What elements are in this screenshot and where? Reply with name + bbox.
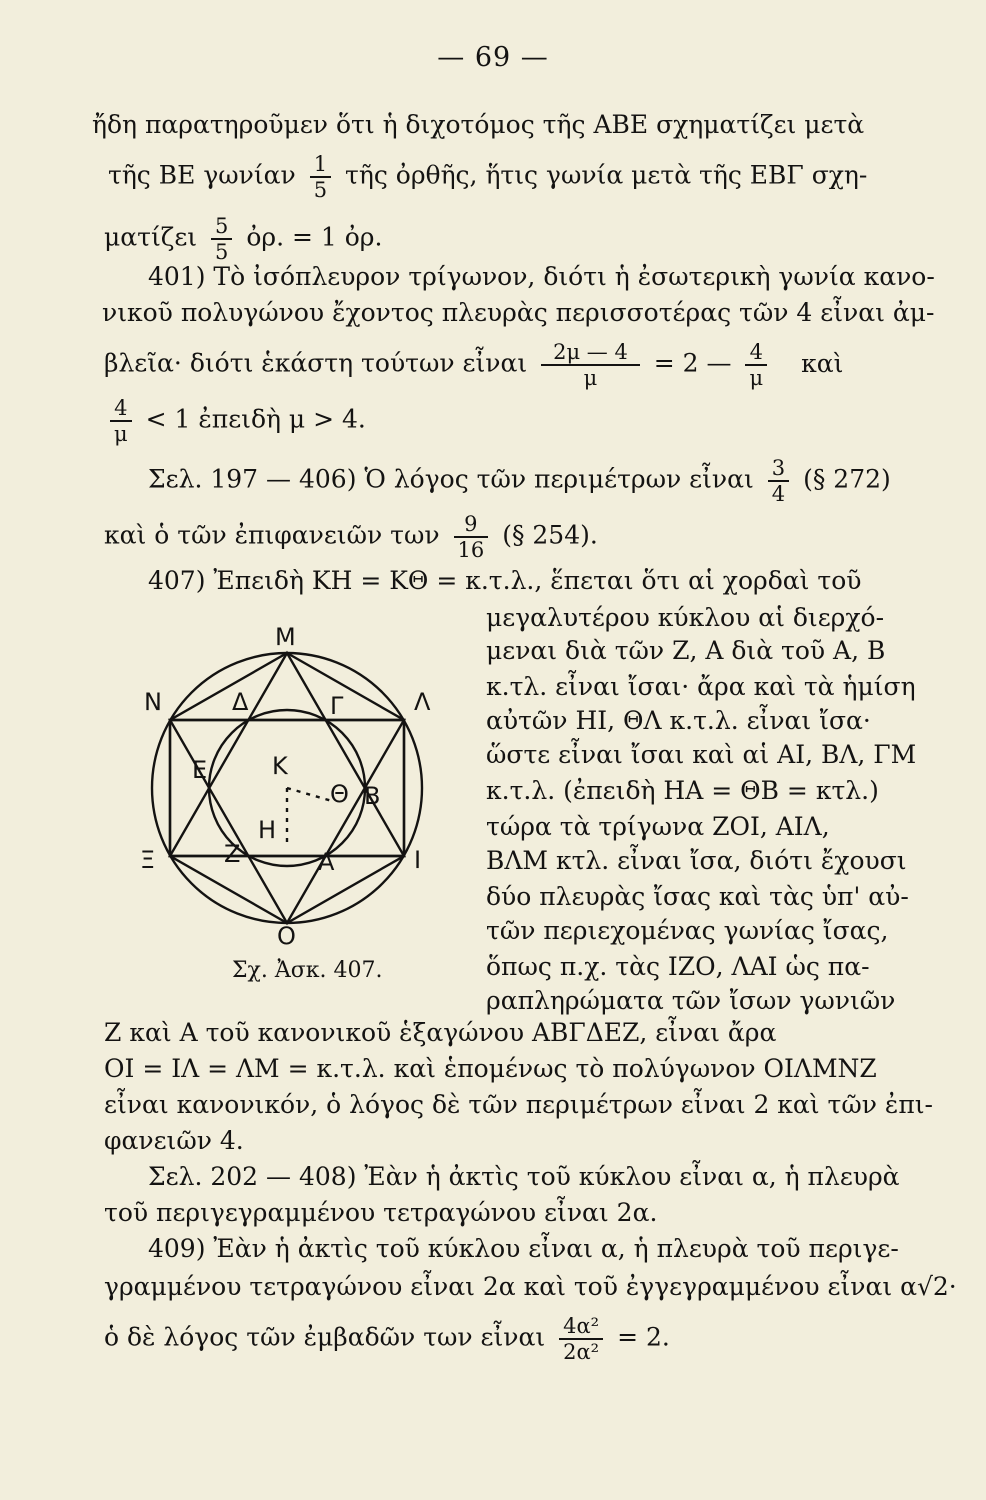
text-line: τῶν περιεχομένας γωνίας ἴσας, xyxy=(486,916,889,945)
label-E: Ε xyxy=(192,756,208,784)
fraction: $\frac{2\mu — 4}{\mu}$ xyxy=(541,340,640,390)
text-line: μεναι διὰ τῶν Ζ, Α διὰ τοῦ Α, Β xyxy=(486,636,886,665)
fraction: $\frac{4}{\mu}$ xyxy=(110,396,132,446)
label-Delta: Δ xyxy=(232,688,249,716)
text-line: 407) Ἐπειδὴ ΚΗ = ΚΘ = κ.τ.λ., ἕπεται ὅτι αἱ χορδαὶ τοῦ xyxy=(148,566,862,595)
text-line: Σελ. 202 — 408) Ἐὰν ἡ ἀκτὶς τοῦ κύκλου εἶναι α, ἡ πλευρὰ xyxy=(148,1162,900,1191)
text-line: νικοῦ πολυγώνου ἔχοντος πλευρὰς περισσοτέρας τῶν 4 εἶναι ἀμ- xyxy=(102,298,935,327)
label-M: Μ xyxy=(275,623,296,651)
label-Theta: Θ xyxy=(330,780,349,808)
text-line: φανειῶν 4. xyxy=(104,1126,244,1155)
text-line: ραπληρώματα τῶν ἴσων γωνιῶν xyxy=(486,986,896,1015)
text-line: Σελ. 197 — 406) Ὁ λόγος τῶν περιμέτρων εἶναι $\frac{3}{4}$ (§ 272) xyxy=(148,456,891,506)
text-line: δύο πλευρὰς ἴσας καὶ τὰς ὑπ' αὐ- xyxy=(486,882,909,911)
text-line: ματίζει $\frac{5}{5}$ ὀρ. = 1 ὀρ. xyxy=(104,214,383,264)
label-H: Η xyxy=(258,816,277,844)
fraction: $\frac{5}{5}$ xyxy=(211,214,232,264)
geometry-figure xyxy=(122,618,452,948)
text-line: ΒΛΜ κτλ. εἶναι ἴσα, διότι ἔχουσι xyxy=(486,846,907,875)
text-line: τῆς ΒΕ γωνίαν $\frac{1}{5}$ τῆς ὀρθῆς, ἥτις γωνία μετὰ τῆς ΕΒΓ σχη- xyxy=(108,152,868,202)
text-line: ὅπως π.χ. τὰς ΙΖΟ, ΛΑΙ ὡς πα- xyxy=(486,952,870,981)
text-line: αὐτῶν ΗΙ, ΘΛ κ.τ.λ. εἶναι ἴσα· xyxy=(486,706,871,735)
label-B: Β xyxy=(364,782,381,810)
text-line: τώρα τὰ τρίγωνα ΖΟΙ, ΑΙΛ, xyxy=(486,812,830,841)
text-line: Ζ καὶ Α τοῦ κανονικοῦ ἑξαγώνου ΑΒΓΔΕΖ, εἶναι ἄρα xyxy=(104,1018,777,1047)
label-I: Ι xyxy=(414,846,422,874)
text-line: ὥστε εἶναι ἴσαι καὶ αἱ ΑΙ, ΒΛ, ΓΜ xyxy=(486,740,917,769)
label-L: Λ xyxy=(414,688,431,716)
text-line: καὶ ὁ τῶν ἐπιφανειῶν των $\frac{9}{16}$ (§ 254). xyxy=(104,512,598,562)
text-line: βλεῖα· διότι ἑκάστη τούτων εἶναι $\frac{2\mu — 4}{\mu}$ = 2 — $\frac{4}{\mu}$ καὶ xyxy=(104,340,844,390)
text-line: τοῦ περιγεγραμμένου τετραγώνου εἶναι 2α. xyxy=(104,1198,658,1227)
fraction: $\frac{4}{\mu}$ xyxy=(745,340,767,390)
text-line: μεγαλυτέρου κύκλου αἱ διερχό- xyxy=(486,603,885,632)
text-line: κ.τλ. εἶναι ἴσαι· ἄρα καὶ τὰ ἡμίση xyxy=(486,672,916,701)
label-Xi: Ξ xyxy=(140,846,156,874)
label-A: Α xyxy=(318,848,335,876)
fraction: $\frac{3}{4}$ xyxy=(768,456,789,506)
label-O: Ο xyxy=(277,922,296,948)
figure-caption: Σχ. Ἀσκ. 407. xyxy=(232,958,383,983)
text-line: γραμμένου τετραγώνου εἶναι 2α καὶ τοῦ ἐγγεγραμμένου εἶναι α√2· xyxy=(104,1272,957,1301)
page-number: — 69 — xyxy=(437,42,549,73)
label-N: Ν xyxy=(144,688,162,716)
label-Gamma: Γ xyxy=(330,692,344,720)
text-line: 409) Ἐὰν ἡ ἀκτὶς τοῦ κύκλου εἶναι α, ἡ πλευρὰ τοῦ περιγε- xyxy=(148,1234,899,1263)
text-line: ΟΙ = ΙΛ = ΛΜ = κ.τ.λ. καὶ ἑπομένως τὸ πολύγωνον ΟΙΛΜΝΖ xyxy=(104,1054,877,1083)
text-line: $\frac{4}{\mu}$ < 1 ἐπειδὴ μ > 4. xyxy=(104,396,366,446)
fraction: $\frac{\text{4α²}}{\text{2α²}}$ xyxy=(559,1314,603,1364)
radius-KTheta xyxy=(287,788,332,801)
text-line: ὁ δὲ λόγος τῶν ἐμβαδῶν των εἶναι $\frac{\text{4α²}}{\text{2α²}}$ = 2. xyxy=(104,1314,670,1364)
label-Z: Ζ xyxy=(224,840,241,868)
text-line: εἶναι κανονικόν, ὁ λόγος δὲ τῶν περιμέτρων εἶναι 2 καὶ τῶν ἐπι- xyxy=(104,1090,934,1119)
text-line: 401) Τὸ ἰσόπλευρον τρίγωνον, διότι ἡ ἐσωτερικὴ γωνία κανο- xyxy=(148,262,935,291)
text-line: κ.τ.λ. (ἐπειδὴ ΗΑ = ΘΒ = κτλ.) xyxy=(486,776,879,805)
fraction: $\frac{9}{16}$ xyxy=(454,512,489,562)
fraction: $\frac{1}{5}$ xyxy=(310,152,331,202)
text-line: ἤδη παρατηροῦμεν ὅτι ἡ διχοτόμος τῆς ΑΒΕ σχηματίζει μετὰ xyxy=(92,110,865,139)
label-K: Κ xyxy=(272,752,288,780)
